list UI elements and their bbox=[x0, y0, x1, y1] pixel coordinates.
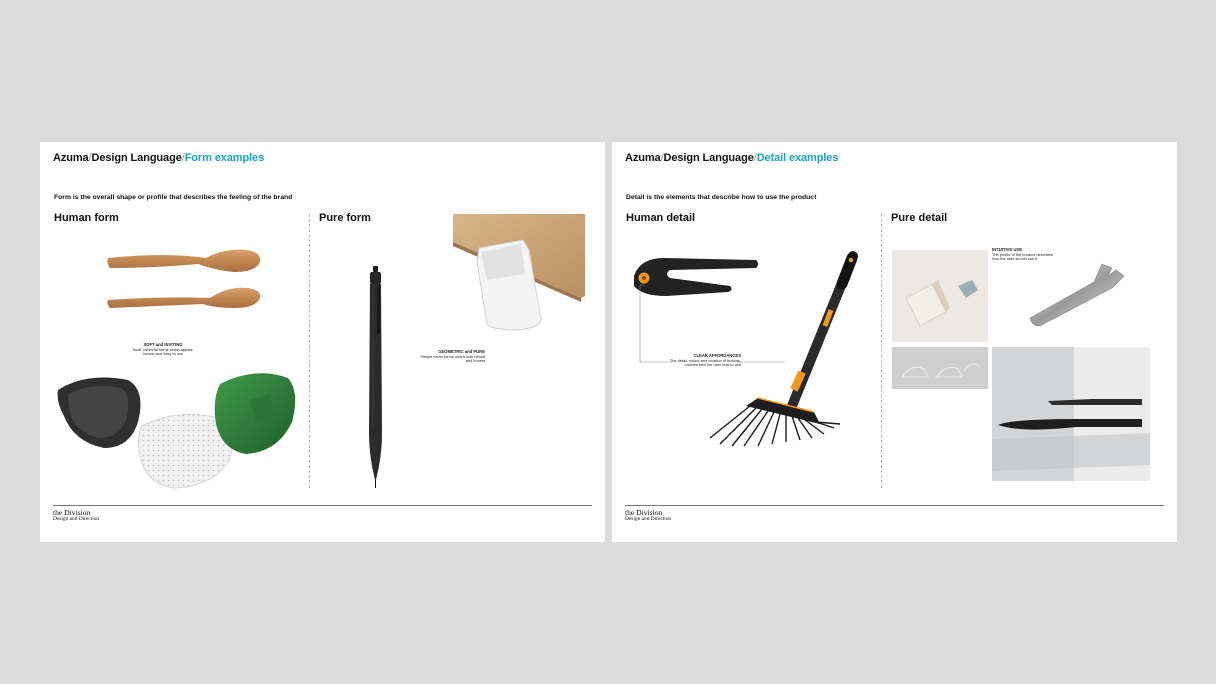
heading-pure-form: Pure form bbox=[319, 212, 371, 224]
footer-rule bbox=[625, 505, 1164, 506]
caption-soft-inviting: SOFT and INVITING Bold, colourful forms which appear honest and easy to use bbox=[133, 342, 193, 357]
slide-subtitle: Detail is the elements that describe how to use the product bbox=[626, 194, 817, 201]
heading-human-detail: Human detail bbox=[626, 212, 696, 224]
caption-clear-affordances: CLEAR AFFORDANCES The detail, colour and location of buttons, catches tells the user how to use bbox=[669, 353, 741, 368]
footer-brand: the Division bbox=[625, 508, 663, 517]
heading-pure-detail: Pure detail bbox=[891, 212, 948, 224]
footer-tagline: Design and Direction bbox=[625, 516, 672, 522]
broom-image bbox=[706, 248, 860, 448]
caption-intuitive-use: INTUITIVE USE The profile of the product describes how the user should use it bbox=[992, 247, 1053, 262]
slide-detail-examples bbox=[612, 142, 1177, 542]
slide-subtitle: Form is the overall shape or profile that describes the feeling of the brand bbox=[54, 194, 293, 201]
footer-brand: the Division bbox=[53, 508, 91, 517]
slide-form-examples bbox=[40, 142, 605, 542]
pen-image bbox=[365, 266, 387, 491]
column-divider bbox=[309, 214, 310, 488]
slide-title: Azuma/Design Language/Form examples bbox=[53, 152, 265, 164]
caption-geometric-pure: GEOMETRIC and PURE Simple mono forms which look robust and honest bbox=[420, 349, 485, 364]
bottle-opener-image bbox=[1028, 262, 1128, 328]
heading-human-form: Human form bbox=[54, 212, 119, 224]
footer-rule bbox=[53, 505, 592, 506]
colander-set-image bbox=[56, 368, 301, 493]
table-holder-image bbox=[453, 214, 585, 334]
slide-title: Azuma/Design Language/Detail examples bbox=[625, 152, 839, 164]
footer-tagline: Design and Direction bbox=[53, 516, 100, 522]
wooden-utensils-image bbox=[106, 246, 266, 316]
ceramic-objects-image bbox=[892, 250, 988, 342]
sketch-image bbox=[892, 347, 988, 389]
knife-set-image bbox=[992, 347, 1150, 481]
callout-lines bbox=[612, 142, 1177, 542]
